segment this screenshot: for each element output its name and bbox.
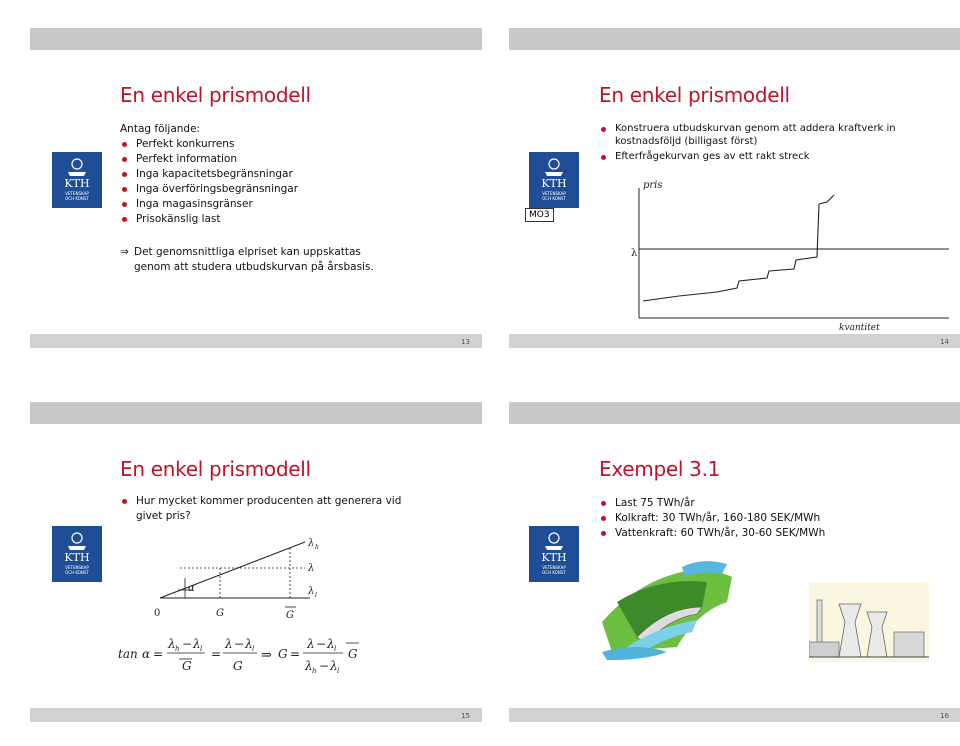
svg-text:OCH KONST: OCH KONST (542, 570, 566, 575)
svg-text:λ: λ (307, 637, 315, 651)
list-item: Efterfrågekurvan ges av ett rakt streck (599, 150, 944, 163)
svg-text:l: l (334, 645, 337, 653)
intro-text: Antag följande: (120, 123, 201, 135)
list-item: Konstruera utbudskurvan genom att addera kraftverk in kostnadsföljd (billigast först) (599, 122, 944, 148)
slide-body (120, 494, 410, 524)
power-plant-illustration (809, 582, 929, 662)
svg-text:VETENSKAP: VETENSKAP (542, 565, 566, 570)
slide-header-bar (509, 402, 960, 424)
svg-text:G: G (348, 647, 358, 661)
svg-text:VETENSKAP: VETENSKAP (542, 191, 566, 196)
slide-title: En enkel prismodell (599, 83, 790, 107)
kth-logo (52, 152, 102, 208)
page-number: 13 (461, 338, 470, 346)
implies-arrow-icon: ⇒ (120, 246, 129, 258)
svg-text:=: = (211, 647, 222, 661)
slide-14 (509, 28, 960, 348)
list-item: Inga överföringsbegränsningar (120, 182, 450, 197)
svg-text:G: G (278, 647, 288, 661)
kth-logo (52, 526, 102, 582)
slide-title: En enkel prismodell (120, 457, 311, 481)
dam-illustration (597, 552, 737, 662)
svg-text:G: G (233, 659, 243, 673)
svg-text:λ: λ (245, 637, 253, 651)
svg-text:−: − (234, 637, 245, 651)
svg-text:h: h (175, 645, 180, 653)
page-number: 15 (461, 712, 470, 720)
slide-13 (30, 28, 482, 348)
page-number: 14 (940, 338, 949, 346)
svg-text:0: 0 (154, 608, 161, 619)
list-item: Kolkraft: 30 TWh/år, 160-180 SEK/MWh (599, 511, 944, 526)
list-item: Vattenkraft: 60 TWh/år, 30-60 SEK/MWh (599, 526, 944, 541)
list-item: Hur mycket kommer producenten att generera vid givet pris? (120, 494, 410, 524)
bullet-list (599, 496, 944, 541)
svg-text:l: l (252, 645, 255, 653)
bullet-list (599, 122, 944, 163)
list-item: Inga magasinsgränser (120, 197, 450, 212)
page-number: 16 (940, 712, 949, 720)
svg-text:VETENSKAP: VETENSKAP (65, 565, 89, 570)
svg-text:OCH KONST: OCH KONST (542, 196, 566, 201)
slide-footer-bar (30, 334, 482, 348)
slide-title: En enkel prismodell (120, 83, 311, 107)
mo3-tag: MO3 (525, 208, 554, 222)
slide-16 (509, 402, 960, 722)
svg-text:KTH: KTH (541, 551, 567, 564)
svg-text:λ: λ (305, 659, 313, 673)
svg-text:KTH: KTH (541, 177, 567, 190)
slide-header-bar (30, 28, 482, 50)
svg-text:α: α (188, 583, 195, 594)
slide-footer-bar (509, 334, 960, 348)
svg-text:l: l (315, 592, 317, 599)
slide-15 (30, 402, 482, 722)
svg-text:l: l (200, 645, 203, 653)
svg-text:−: − (319, 659, 330, 673)
supply-curve-diagram (609, 178, 954, 333)
generation-diagram (140, 530, 340, 625)
svg-text:λ: λ (168, 637, 176, 651)
svg-text:OCH KONST: OCH KONST (65, 570, 89, 575)
svg-text:VETENSKAP: VETENSKAP (65, 191, 89, 196)
list-item: Prisokänslig last (120, 212, 450, 227)
svg-text:KTH: KTH (64, 551, 90, 564)
svg-text:⇒: ⇒ (261, 648, 272, 663)
svg-text:=: = (290, 647, 301, 661)
svg-text:λ: λ (193, 637, 201, 651)
svg-text:λ: λ (330, 659, 338, 673)
formula (115, 630, 385, 680)
svg-text:l: l (337, 667, 340, 675)
svg-text:λ: λ (327, 637, 335, 651)
lambda-label: λ (631, 248, 638, 259)
svg-text:h: h (315, 544, 319, 551)
slide-title: Exempel 3.1 (599, 457, 721, 481)
svg-text:=: = (153, 647, 164, 661)
x-axis-label: kvantitet (839, 323, 880, 333)
list-item: Perfekt information (120, 152, 450, 167)
kth-logo (529, 526, 579, 582)
svg-text:λ: λ (308, 538, 315, 549)
bullet-list (120, 137, 450, 227)
slide-header-bar (30, 402, 482, 424)
svg-text:h: h (312, 667, 317, 675)
kth-logo (529, 152, 579, 208)
svg-text:−: − (182, 637, 193, 651)
svg-text:−: − (316, 637, 327, 651)
svg-text:G: G (216, 608, 224, 619)
y-axis-label: pris (643, 180, 663, 191)
slide-footer-bar (30, 708, 482, 722)
slide-body (599, 122, 944, 163)
svg-text:α: α (142, 647, 151, 661)
svg-text:G: G (286, 610, 294, 621)
supply-curve (643, 195, 834, 301)
list-item: Last 75 TWh/år (599, 496, 944, 511)
slide-body (120, 122, 450, 227)
svg-text:OCH KONST: OCH KONST (65, 196, 89, 201)
slide-header-bar (509, 28, 960, 50)
svg-text:λ: λ (308, 586, 315, 597)
svg-text:λ: λ (225, 637, 233, 651)
slide-footer-bar (509, 708, 960, 722)
bullet-list (120, 494, 410, 524)
svg-text:λ: λ (308, 563, 315, 574)
list-item: Perfekt konkurrens (120, 137, 450, 152)
svg-text:G: G (182, 659, 192, 673)
slide-body (599, 496, 944, 541)
svg-text:KTH: KTH (64, 177, 90, 190)
list-item: Inga kapacitetsbegränsningar (120, 167, 450, 182)
svg-text:tan: tan (118, 647, 138, 661)
conclusion: ⇒ Det genomsnittliga elpriset kan uppskattas genom att studera utbudskurvan på årsbasis. (120, 246, 374, 273)
